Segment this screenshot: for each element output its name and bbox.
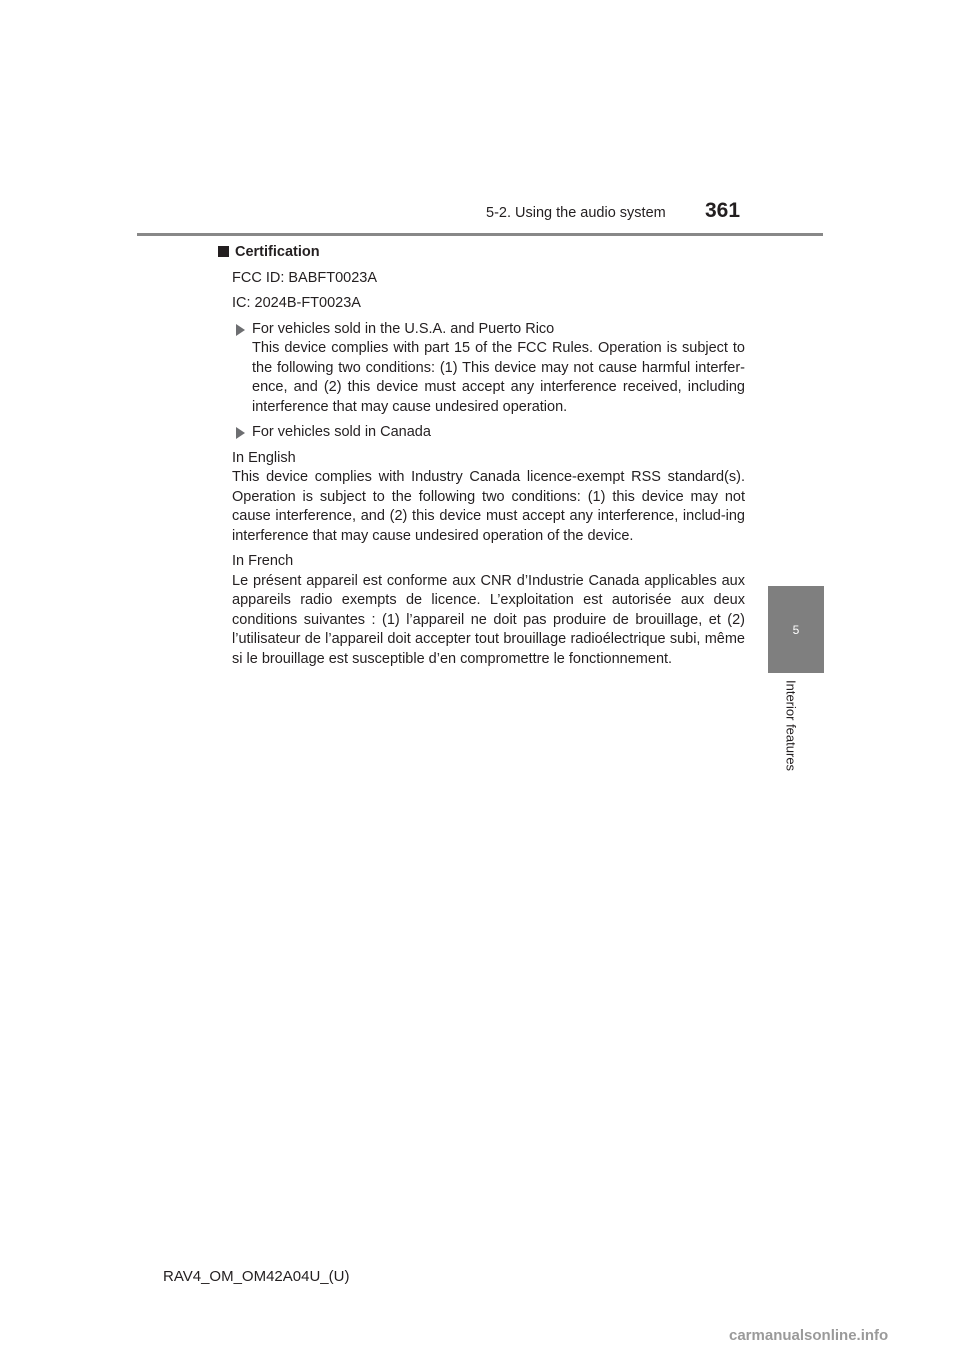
english-label: In English: [232, 449, 296, 466]
square-bullet-icon: [218, 246, 229, 257]
usa-block: [232, 320, 745, 418]
section-heading: [218, 243, 745, 263]
ic-number: IC: 2024B-FT0023A: [232, 295, 361, 311]
usa-title: For vehicles sold in the U.S.A. and Puerto Rico: [252, 320, 555, 337]
triangle-bullet-icon: [236, 324, 245, 336]
section-title: 5-2. Using the audio system: [486, 205, 666, 221]
canada-block: [232, 423, 745, 443]
english-text: This device complies with Industry Canada licence-exempt RSS standard(s). Operation is subject to the following two conditions: (1) this device may not cause interference, and (2) this device must accept any interference, includ-ing interference that may cause undesired operation of the device.: [232, 469, 745, 544]
heading-text: Certification: [235, 244, 320, 260]
french-block: [232, 552, 745, 669]
triangle-bullet-icon: [236, 427, 245, 439]
english-block: [232, 449, 745, 547]
header-divider: [137, 233, 823, 236]
french-label: In French: [232, 553, 294, 569]
certification-section: [218, 243, 745, 675]
canada-title: For vehicles sold in Canada: [252, 424, 431, 440]
fcc-id: FCC ID: BABFT0023A: [232, 269, 378, 286]
chapter-title: Interior features: [783, 680, 799, 772]
usa-text: This device complies with part 15 of the FCC Rules. Operation is subject to the following two conditions: (1) This device may not cause harmful interfer-ence, and (2) this device must accept any interference received, including interference that may cause undesired operation.: [252, 340, 745, 415]
watermark[interactable]: carmanualsonline.info: [729, 1327, 889, 1344]
chapter-number: 5: [792, 622, 800, 637]
page-number: 361: [705, 199, 741, 222]
document-code: RAV4_OM_OM42A04U_(U): [163, 1268, 350, 1285]
french-text: Le présent appareil est conforme aux CNR d’Industrie Canada applicables aux appareils radio exempts de licence. L’exploitation est autorisée aux deux conditions suivantes : (1) l’appareil ne doit pas produire de brouillage, et (2) l’utilisateur de l’appareil doit accepter tout brouillage radioélectrique subi, même si le brouillage est susceptible d’en compromettre le fonctionnement.: [232, 572, 745, 667]
chapter-tab[interactable]: [768, 586, 824, 673]
